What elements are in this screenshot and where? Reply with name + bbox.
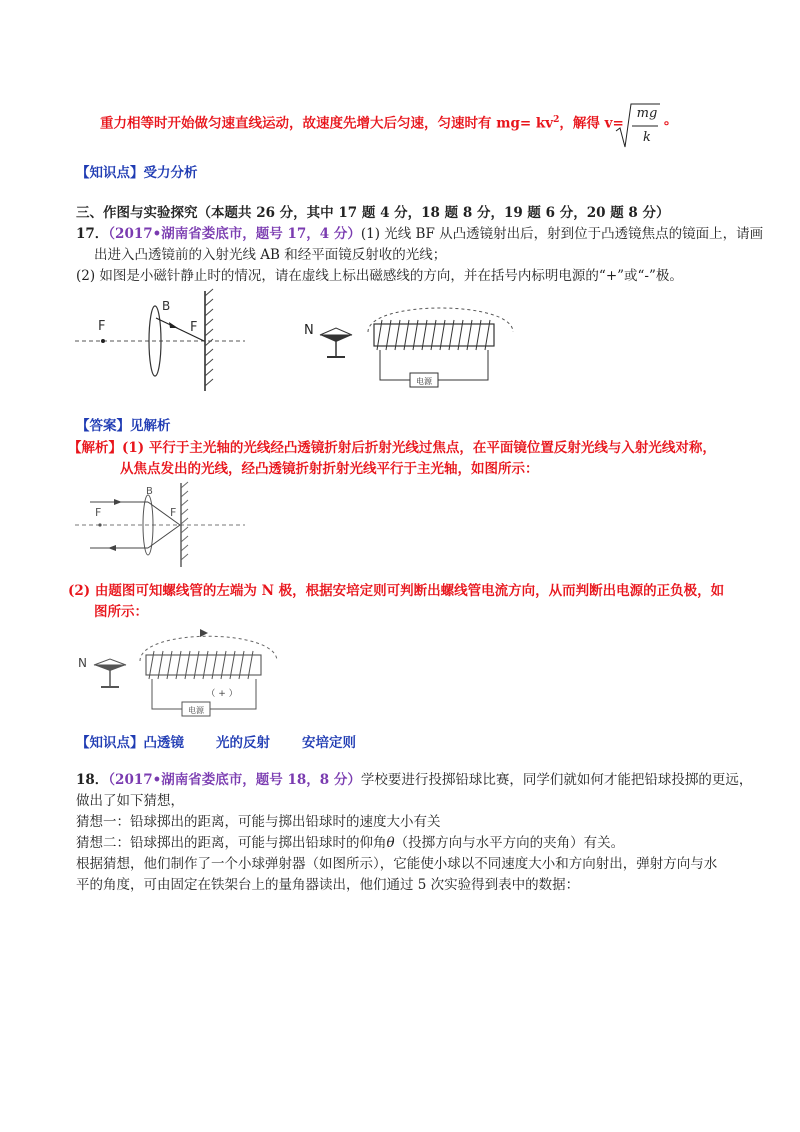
knowledge-item: 光的反射	[216, 735, 270, 751]
q17-source: （2017•湖南省娄底市，题号 17，4 分）	[108, 226, 361, 242]
answer-value: 见解析	[130, 418, 171, 434]
answer-label: 【答案】	[76, 418, 130, 434]
label-n: N	[304, 323, 314, 338]
formula-superscript: 2	[553, 115, 560, 125]
formula-line	[100, 110, 624, 134]
wire-right	[438, 350, 488, 380]
analysis-part1-line1: (1) 平行于主光轴的光线经凸透镜折射后折射光线过焦点，在平面镜位置反射光线与入射光线对称，	[122, 440, 716, 456]
q18-source: （2017•湖南省娄底市，题号 18，8 分）	[108, 772, 361, 788]
analysis-solenoid-figure	[72, 623, 292, 723]
mirror-hatching	[181, 482, 188, 560]
focus-point-left	[101, 339, 105, 343]
knowledge-point-1	[76, 163, 198, 183]
analysis-line1	[68, 438, 716, 458]
label-n: N	[78, 656, 87, 670]
q18-line6: 平的角度，可由固定在铁架台上的量角器读出，他们通过 5 次实验得到表中的数据：	[76, 877, 580, 893]
label-f: F	[95, 506, 102, 519]
arrow-icon	[114, 499, 122, 505]
knowledge-point-label: 【知识点】	[76, 735, 144, 751]
q18-guess2	[76, 833, 624, 853]
knowledge-point-2	[76, 733, 356, 753]
q18-guess2-after: （投掷方向与水平方向的夹角）有关。	[394, 835, 625, 851]
q18-line1-rest: 学校要进行投掷铅球比赛，同学们就如何才能把铅球投掷的更远，	[360, 772, 753, 788]
formula-text-before: 重力相等时开始做匀速直线运动，故速度先增大后匀速，匀速时有 mg= kv	[100, 115, 554, 132]
polarity-label: （ + ）	[206, 689, 238, 699]
arrow-icon	[108, 545, 116, 551]
power-source-label: 电源	[188, 706, 204, 715]
analysis-label: 【解析】	[68, 440, 122, 456]
knowledge-point-value: 受力分析	[143, 165, 198, 181]
field-direction-arrow-icon	[200, 629, 208, 637]
focus-point	[98, 523, 101, 526]
mirror-hatching	[205, 289, 213, 386]
knowledge-item: 安培定则	[302, 735, 356, 751]
q17-lens-mirror-figure	[70, 286, 250, 396]
knowledge-point-label: 【知识点】	[76, 165, 144, 181]
fraction-numerator: mg	[636, 106, 658, 121]
label-f2: F	[170, 506, 177, 519]
q18-line2: 做出了如下猜想，	[76, 793, 184, 809]
section-heading: 三、作图与实验探究（本题共 26 分，其中 17 题 4 分，18 题 8 分，19 题 6 分，20 题 8 分）	[76, 205, 670, 221]
analysis-part2-line2: 图所示：	[94, 604, 148, 620]
analysis-lens-figure	[70, 480, 250, 570]
formula-text-end: 。	[664, 112, 678, 128]
wire-left	[380, 350, 410, 380]
sqrt-fraction	[614, 101, 662, 151]
q18-line5: 根据猜想，他们制作了一个小球弹射器（如图所示），它能使小球以不同速度大小和方向射出，弹射方向与水	[76, 856, 718, 872]
fraction-denominator: k	[643, 130, 651, 145]
q17-line1	[76, 224, 763, 244]
theta-symbol: θ	[386, 835, 395, 851]
q17-part1-line2: 出进入凸透镜前的入射光线 AB 和经平面镜反射收的光线；	[94, 247, 447, 263]
solenoid-core	[146, 655, 261, 675]
wire-left	[152, 679, 182, 709]
q18-guess2-before: 猜想二：铅球掷出的距离，可能与掷出铅球时的仰角	[76, 835, 387, 851]
arrow-icon	[169, 322, 178, 328]
label-f-right: F	[190, 320, 198, 335]
compass-needle-icon	[320, 328, 352, 357]
analysis-part1-line2: 从焦点发出的光线，经凸透镜折射折射光线平行于主光轴，如图所示：	[120, 461, 539, 477]
compass-needle-icon	[94, 659, 126, 687]
q18-number: 18．	[76, 772, 109, 788]
q17-part2: (2) 如图是小磁针静止时的情况，请在虚线上标出磁感线的方向，并在括号内标明电源的“+”或“-”极。	[76, 268, 683, 284]
q18-line1	[76, 770, 752, 790]
power-source-label: 电源	[416, 377, 432, 386]
label-b: B	[162, 299, 171, 313]
label-b: B	[146, 486, 153, 497]
q18-guess1: 猜想一：铅球掷出的距离，可能与掷出铅球时的速度大小有关	[76, 814, 441, 830]
q17-part1-line1: (1) 光线 BF 从凸透镜射出后，射到位于凸透镜焦点的镜面上，请画	[360, 226, 764, 242]
analysis-part2-line1: (2) 由题图可知螺线管的左端为 N 极，根据安培定则可判断出螺线管电流方向，从而判断出电源的正负极，如	[68, 583, 725, 599]
q17-number: 17．	[76, 226, 109, 242]
field-line-dashed	[140, 636, 277, 661]
formula-text-middle: ，解得 v=	[559, 115, 624, 132]
q17-solenoid-figure	[298, 290, 518, 390]
knowledge-item: 凸透镜	[143, 735, 184, 751]
answer-line	[76, 416, 171, 436]
label-f-left: F	[98, 319, 106, 334]
